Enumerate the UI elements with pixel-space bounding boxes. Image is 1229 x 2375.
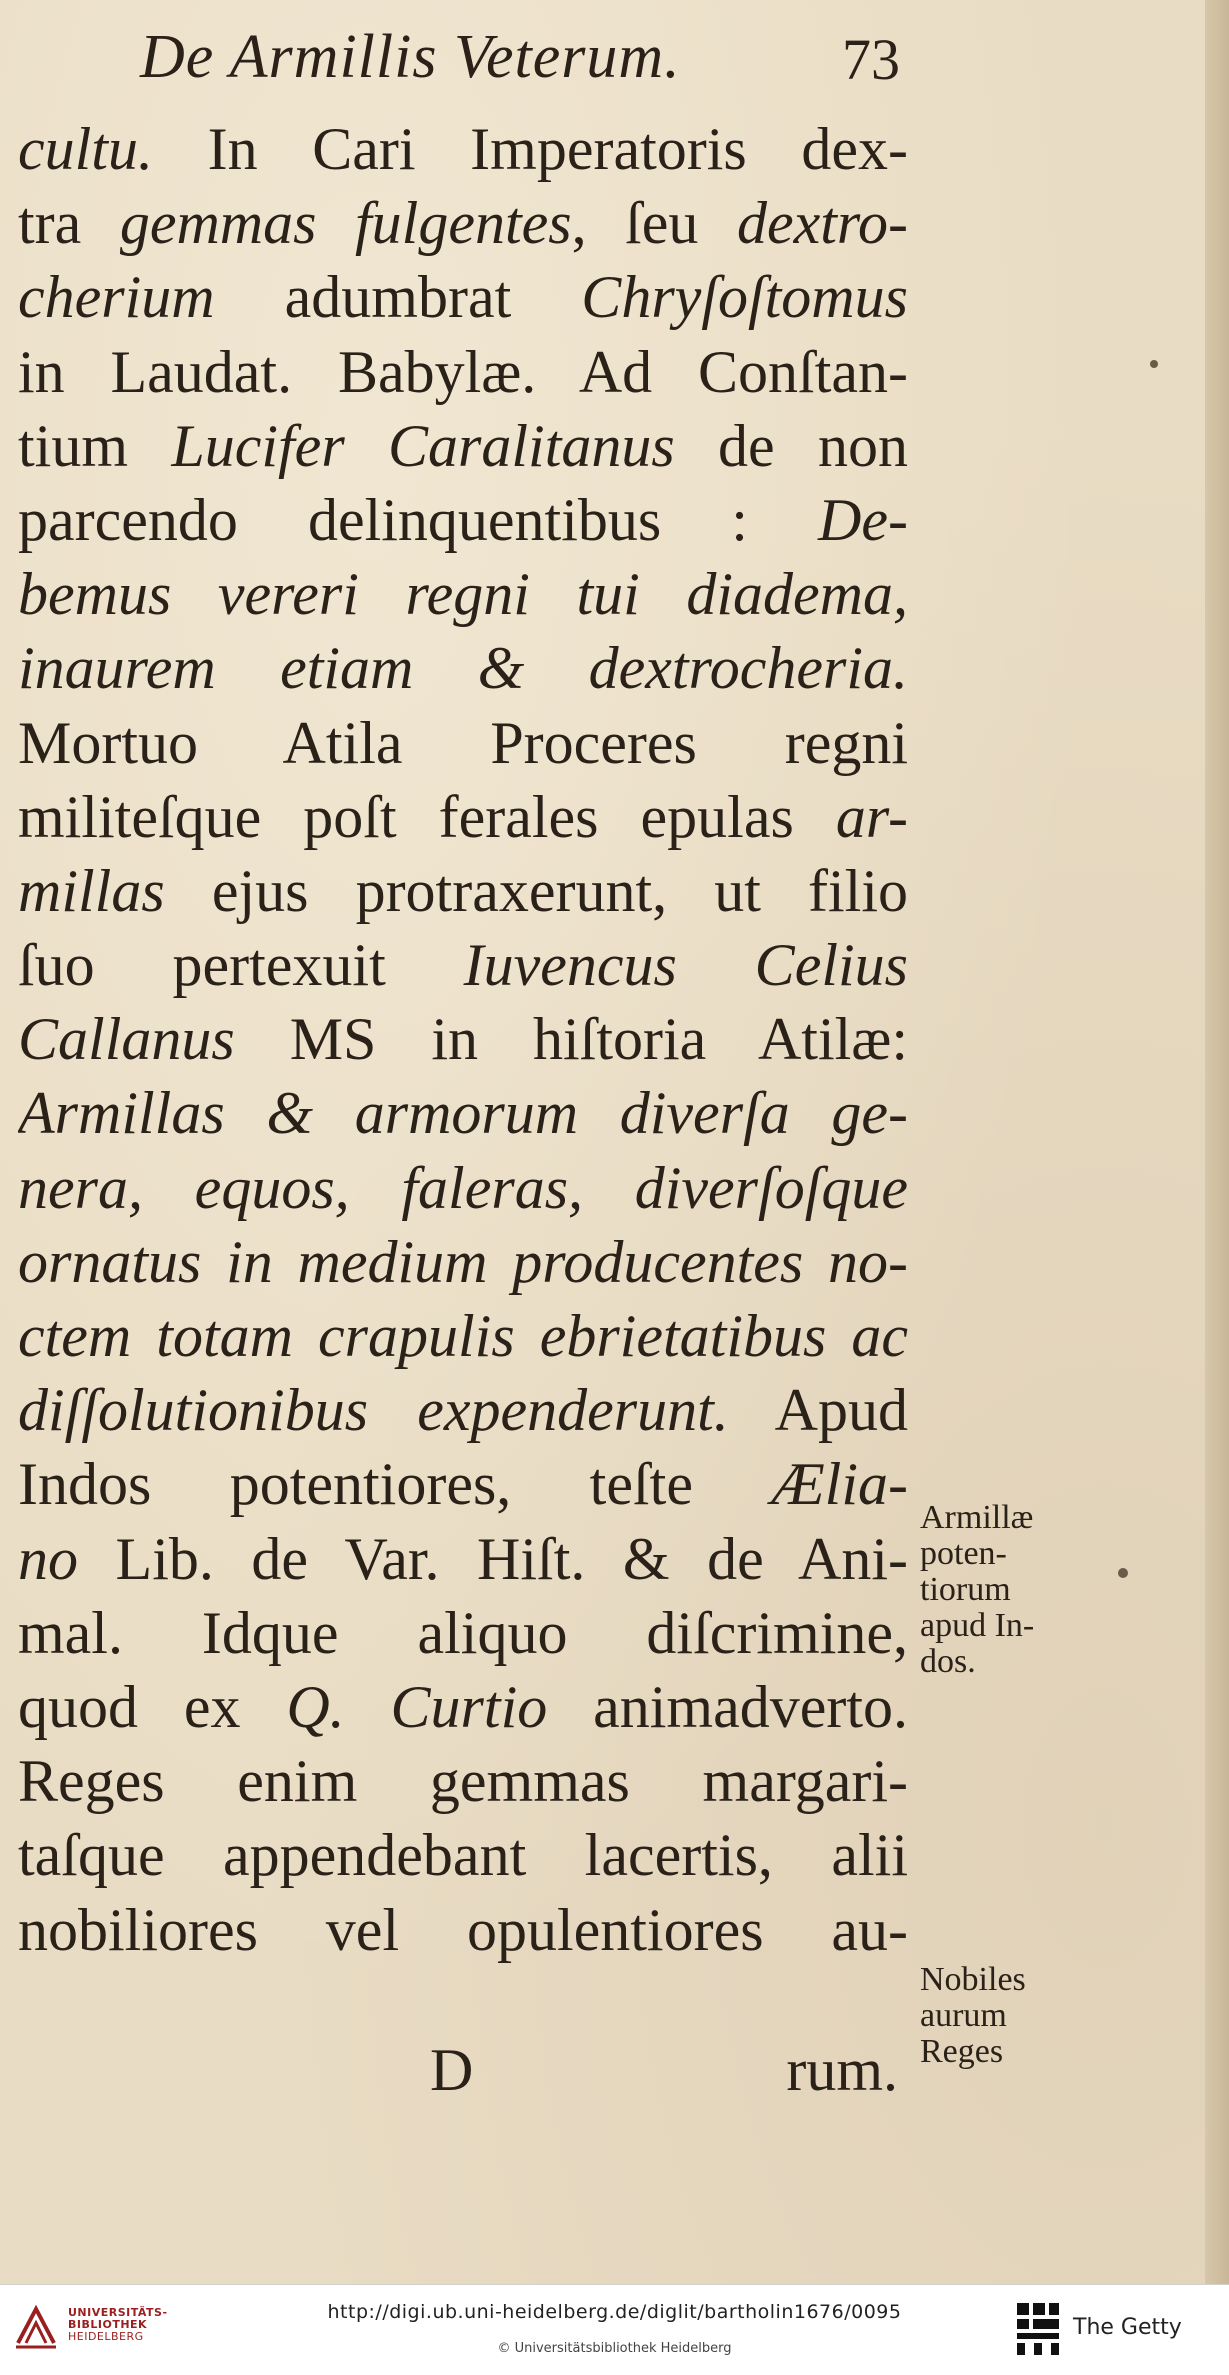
margin-note-line: apud In- (920, 1607, 1035, 1644)
margin-note-line: Armillæ (920, 1499, 1034, 1536)
ink-speck (1118, 1568, 1128, 1578)
text-line (18, 1596, 908, 1670)
italic-text-run: De- (818, 486, 908, 553)
margin-note-line: poten- (920, 1535, 1007, 1572)
text-run: Apud (728, 1377, 908, 1444)
text-line (18, 186, 908, 260)
page-right-edge (1205, 0, 1229, 2284)
ink-speck (1150, 360, 1158, 368)
italic-text-run: Callanus (18, 1006, 235, 1073)
getty-emblem-icon (1015, 2301, 1061, 2357)
text-line (18, 1670, 908, 1744)
text-run: parcendo delinquentibus : (18, 486, 819, 553)
italic-text-run: Iuvencus Celius (463, 932, 908, 999)
margin-notes (920, 1499, 1070, 2070)
library-name-line-3: HEIDELBERG (68, 2330, 144, 2343)
text-line (18, 260, 908, 334)
italic-text-run: millas (18, 857, 165, 924)
text-run: quod ex (18, 1673, 287, 1740)
text-run: tra (18, 190, 120, 257)
margin-note-line: tiorum (920, 1571, 1011, 1608)
margin-note-line: Reges (920, 2033, 1004, 2070)
italic-text-run: ar- (835, 783, 908, 850)
running-title: De Armillis Veterum. (140, 23, 681, 91)
italic-text-run: Armillas & armorum diverſa ge- (18, 1080, 908, 1147)
italic-text-run: Chryſoſtomus (581, 264, 908, 331)
text-line (18, 706, 908, 780)
text-line (18, 1076, 908, 1150)
text-line (18, 483, 908, 557)
page-number: 73 (842, 27, 900, 92)
italic-text-run: Lucifer Caralitanus (171, 412, 675, 479)
text-run: Reges enim gemmas margari- (18, 1748, 908, 1815)
text-line (18, 1373, 908, 1447)
getty-label: The Getty (1073, 2315, 1182, 2340)
italic-text-run: cultu. (18, 116, 153, 182)
text-line (18, 1818, 908, 1892)
italic-text-run: bemus vereri regni tui diadema, (18, 561, 908, 628)
text-line (18, 1893, 908, 1967)
page-header (140, 22, 920, 117)
text-run: mal. Idque aliquo diſcrimine, (18, 1599, 908, 1666)
italic-text-run: nera, equos, faleras, diverſoſque (18, 1154, 908, 1221)
permalink-url[interactable]: http://digi.ub.uni-heidelberg.de/diglit/bartholin1676/0095 (327, 2301, 902, 2323)
text-run: In Cari Imperatoris dex- (152, 116, 908, 182)
text-line (18, 928, 908, 1002)
catchword: rum. (786, 2037, 898, 2103)
text-line (18, 335, 908, 409)
body-text (18, 112, 908, 1967)
text-line (18, 409, 908, 483)
italic-text-run: cherium (18, 264, 215, 331)
text-line (18, 1522, 908, 1596)
italic-text-run: diſſolutionibus expenderunt. (18, 1377, 729, 1444)
italic-text-run: Q. Curtio (286, 1673, 548, 1740)
text-run: militeſque poſt ferales epulas (18, 783, 836, 850)
signature-mark: D (430, 2037, 474, 2103)
text-run: Mortuo Atila Proceres regni (18, 709, 908, 776)
footer-bar (0, 2284, 1229, 2375)
margin-note-line: Nobiles (920, 1961, 1026, 1998)
italic-text-run: no (18, 1525, 78, 1592)
text-run: tium (18, 412, 172, 479)
italic-text-run: gemmas fulgentes (119, 190, 572, 257)
text-run: Indos potentiores, teſte (18, 1451, 772, 1518)
italic-text-run: dextro- (736, 190, 908, 257)
margin-note-nobiles (920, 1962, 1070, 2070)
signature-row (18, 2036, 908, 2110)
italic-text-run: ornatus in medium producentes no- (18, 1228, 908, 1295)
italic-text-run: Ælia- (771, 1451, 908, 1518)
text-line (18, 1151, 908, 1225)
margin-note-line: dos. (920, 1643, 976, 1680)
text-run: animadverto. (547, 1673, 908, 1740)
text-run: in Laudat. Babylæ. Ad Conſtan- (18, 338, 908, 405)
text-line (18, 1002, 908, 1076)
text-run: Lib. de Var. Hiſt. & de Ani- (78, 1525, 908, 1592)
text-line (18, 112, 908, 186)
text-run: , ſeu (571, 190, 737, 257)
margin-note-armillae (920, 1500, 1070, 1680)
getty-logo[interactable] (1015, 2301, 1215, 2361)
text-line (18, 631, 908, 705)
text-line (18, 1225, 908, 1299)
text-run: ejus protraxerunt, ut filio (164, 857, 908, 924)
text-run: nobiliores vel opulentiores au- (18, 1896, 908, 1963)
italic-text-run: inaurem etiam & dextrocheria. (18, 635, 908, 702)
text-line (18, 780, 908, 854)
text-run: ſuo pertexuit (18, 932, 464, 999)
text-line (18, 854, 908, 928)
text-run: de non (674, 412, 908, 479)
italic-text-run: ctem totam crapulis ebrietatibus ac (18, 1303, 908, 1369)
text-run: MS in hiſtoria Atilæ: (234, 1006, 908, 1073)
text-line (18, 1744, 908, 1818)
margin-note-line: aurum (920, 1997, 1007, 2034)
text-run: taſque appendebant lacertis, alii (18, 1822, 908, 1889)
text-line (18, 557, 908, 631)
text-line (18, 1299, 908, 1373)
copyright-notice: © Universitätsbibliothek Heidelberg (497, 2341, 732, 2356)
library-name-line-1: UNIVERSITÄTS- (68, 2306, 168, 2319)
text-run: adumbrat (214, 264, 582, 331)
library-name-line-2: BIBLIOTHEK (68, 2318, 148, 2331)
text-line (18, 1447, 908, 1521)
